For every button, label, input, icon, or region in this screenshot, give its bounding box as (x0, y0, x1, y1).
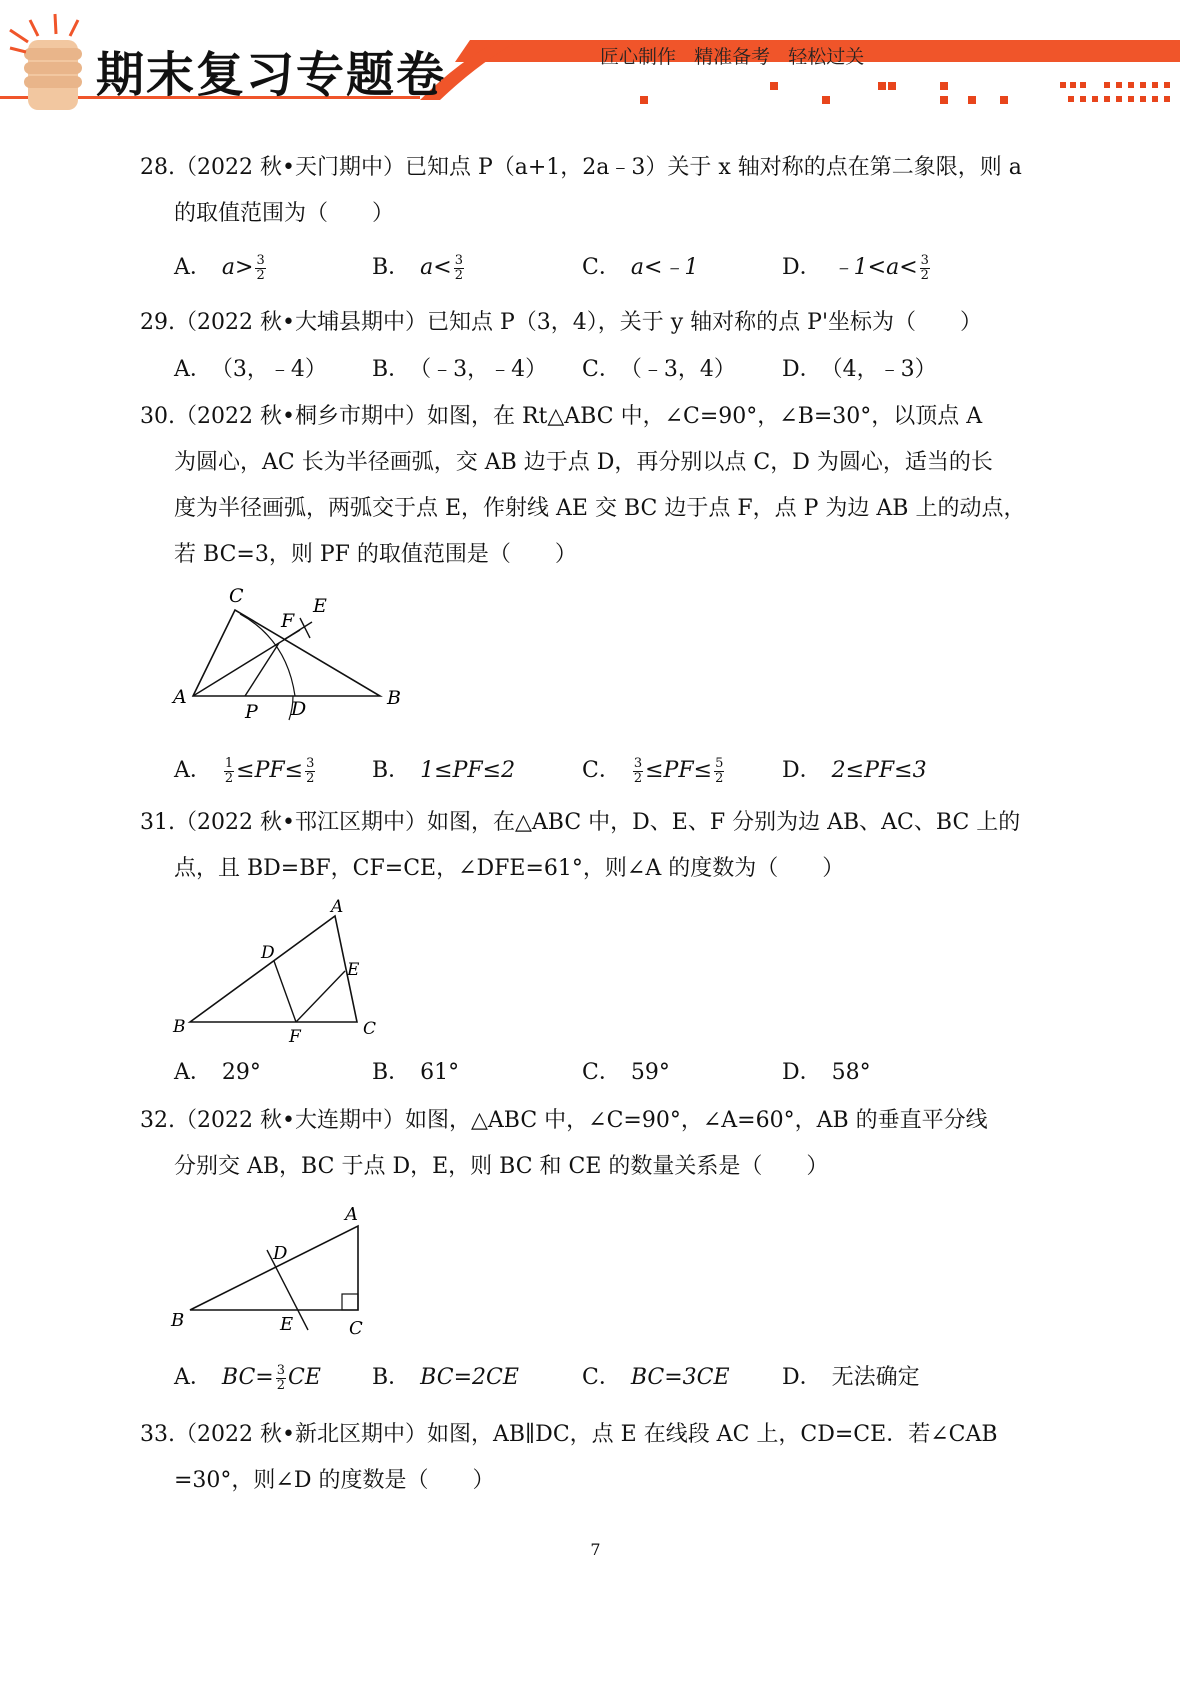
figure-triangle-30 (165, 578, 425, 728)
option-d[interactable]: D． 无法确定 (782, 1365, 920, 1390)
option-c[interactable]: C． 59° (582, 1060, 670, 1085)
question-number: 30. (140, 404, 175, 429)
option-b[interactable]: B． （﹣3，﹣4） (372, 357, 548, 382)
header-slogan: 匠心制作 精准备考 轻松过关 (600, 46, 865, 68)
option-c[interactable]: C． BC=3CE (582, 1365, 730, 1390)
option-b[interactable]: B． 1≤PF≤2 (372, 758, 516, 783)
label-d: D (261, 943, 275, 963)
decorative-dots (640, 82, 1170, 104)
question-text-line: 分别交 AB，BC 于点 D，E，则 BC 和 CE 的数量关系是（ ） (174, 1154, 829, 1179)
option-d[interactable]: D． 58° (782, 1060, 871, 1085)
label-c: C (229, 585, 244, 607)
question-33 (140, 1412, 998, 1504)
options-32 (174, 1355, 1074, 1401)
question-number: 32. (140, 1108, 175, 1133)
option-a[interactable]: A． BC= $\frac{3}{2}$ CE (174, 1362, 321, 1393)
question-text-line: 度为半径画弧，两弧交于点 E，作射线 AE 交 BC 边于点 F，点 P 为边 AB 上的动点， (174, 496, 1026, 521)
question-text-line: 若 BC=3，则 PF 的取值范围是（ ） (174, 542, 577, 567)
question-text-line: （2022 秋•大连期中）如图，△ABC 中，∠C=90°，∠A=60°，AB 的垂直平分线 (175, 1108, 988, 1133)
options-28 (174, 245, 1074, 291)
question-number: 33. (140, 1422, 175, 1447)
question-text-line: 点，且 BD=BF，CF=CE，∠DFE=61°，则∠A 的度数为（ ） (174, 856, 845, 881)
option-d[interactable]: D． 2≤PF≤3 (782, 758, 927, 783)
question-text-line: 的取值范围为（ ） (174, 201, 395, 226)
question-number: 28. (140, 155, 175, 180)
question-29 (140, 300, 982, 346)
label-f: F (289, 1027, 301, 1047)
option-c[interactable]: C． a<﹣1 (582, 255, 699, 280)
label-c: C (349, 1318, 363, 1338)
label-e: E (280, 1314, 294, 1335)
label-a: A (173, 686, 187, 708)
label-p: P (245, 701, 258, 723)
page-header (0, 0, 1191, 120)
label-f: F (281, 610, 295, 632)
options-30 (174, 748, 1074, 794)
figure-triangle-31 (165, 898, 385, 1048)
option-b[interactable]: B． a< $\frac{3}{2}$ (372, 252, 464, 283)
options-31 (174, 1050, 1074, 1096)
header-title: 期末复习专题卷 (96, 47, 447, 103)
question-text-line: （2022 秋•大埔县期中）已知点 P（3，4），关于 y 轴对称的点 P'坐标为（ ） (175, 310, 983, 335)
option-c[interactable]: C． $\frac{3}{2}$ ≤PF≤ $\frac{5}{2}$ (582, 755, 724, 786)
option-b[interactable]: B． BC=2CE (372, 1365, 519, 1390)
label-b: B (173, 1017, 186, 1037)
label-c: C (363, 1019, 377, 1039)
options-29 (174, 347, 1074, 393)
option-a[interactable]: A． a> $\frac{3}{2}$ (174, 252, 265, 283)
question-32 (140, 1098, 988, 1190)
figure-triangle-32 (165, 1198, 385, 1338)
label-a: A (331, 898, 344, 917)
question-number: 31. (140, 810, 175, 835)
label-b: B (387, 687, 401, 709)
page-number: 7 (590, 1540, 601, 1559)
question-text-line: （2022 秋•桐乡市期中）如图，在 Rt△ABC 中，∠C=90°，∠B=30°，以顶点 A (175, 404, 983, 429)
question-text-line: =30°，则∠D 的度数是（ ） (174, 1468, 495, 1493)
option-b[interactable]: B． 61° (372, 1060, 460, 1085)
option-a[interactable]: A． $\frac{1}{2}$ ≤PF≤ $\frac{3}{2}$ (174, 755, 315, 786)
label-b: B (171, 1310, 185, 1331)
question-31 (140, 800, 1020, 892)
question-text-line: （2022 秋•邗江区期中）如图，在△ABC 中，D、E、F 分别为边 AB、AC、BC 上的 (175, 810, 1021, 835)
option-a[interactable]: A． 29° (174, 1060, 261, 1085)
option-a[interactable]: A． （3，﹣4） (174, 357, 327, 382)
label-a: A (345, 1204, 358, 1225)
question-28 (140, 145, 1022, 237)
label-e: E (347, 960, 360, 980)
question-text-line: （2022 秋•天门期中）已知点 P（a+1，2a﹣3）关于 x 轴对称的点在第二象限，则 a (175, 155, 1022, 180)
option-c[interactable]: C． （﹣3，4） (582, 357, 736, 382)
label-e: E (313, 595, 327, 617)
question-text-line: （2022 秋•新北区期中）如图，AB∥DC，点 E 在线段 AC 上，CD=CE．若∠CAB (175, 1422, 998, 1447)
option-d[interactable]: D． （4，﹣3） (782, 357, 937, 382)
question-30 (140, 394, 1025, 578)
question-text-line: 为圆心，AC 长为半径画弧，交 AB 边于点 D，再分别以点 C，D 为圆心，适当的长 (174, 450, 993, 475)
question-number: 29. (140, 310, 175, 335)
hand-fist-icon (10, 14, 82, 110)
label-d: D (291, 698, 307, 720)
option-d[interactable]: D． ﹣1<a< $\frac{3}{2}$ (782, 252, 929, 283)
label-d: D (273, 1243, 288, 1264)
